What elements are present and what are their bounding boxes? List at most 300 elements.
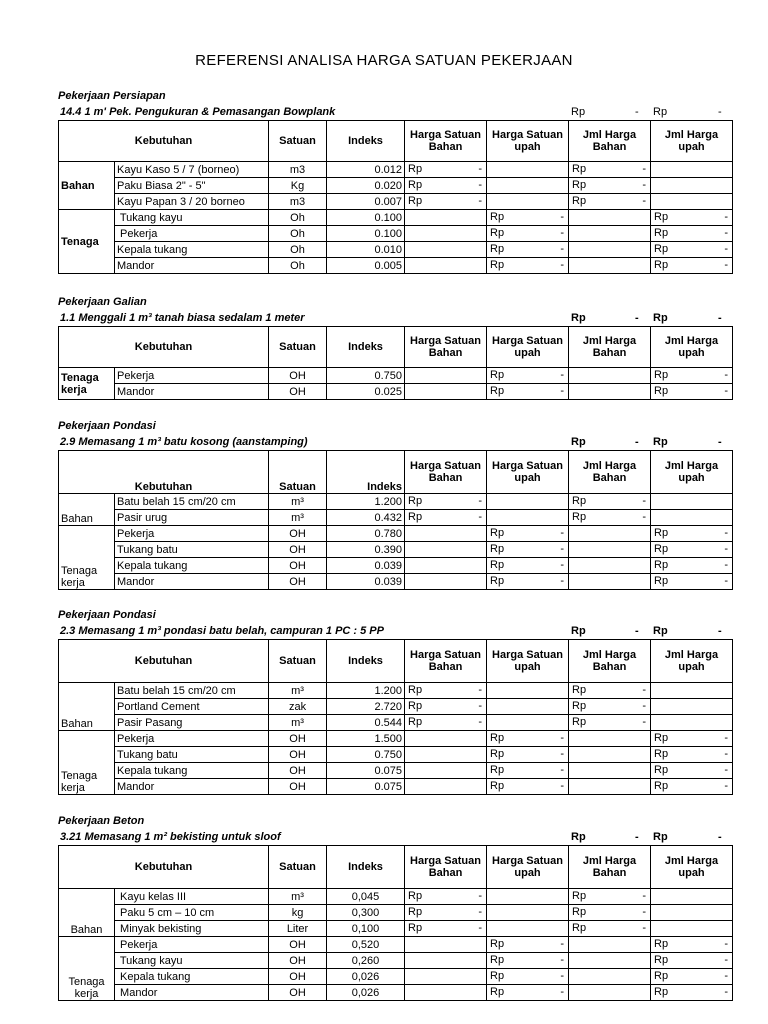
rp-cell — [405, 715, 487, 731]
rp-cell — [487, 384, 569, 400]
dash-value: - — [478, 195, 483, 207]
currency-label: Rp — [490, 259, 505, 271]
rp-cell — [569, 683, 651, 699]
dash-value: - — [724, 732, 729, 744]
dash-value: - — [560, 211, 565, 223]
category-heading: Pekerjaan Beton — [58, 815, 145, 827]
rp-cell — [569, 368, 651, 384]
table-row — [59, 574, 733, 590]
rp-cell — [569, 953, 651, 969]
group-label: Tenaga kerja — [59, 526, 115, 590]
dash-value: - — [642, 906, 647, 918]
unit-value: Oh — [269, 258, 327, 274]
rp-cell — [405, 763, 487, 779]
analysis-section — [58, 294, 728, 400]
unit-value: OH — [269, 937, 327, 953]
table-header-row — [59, 121, 733, 162]
rp-cell — [405, 510, 487, 526]
column-header-kebutuhan: Kebutuhan — [59, 121, 269, 162]
item-name: Minyak bekisting — [115, 921, 269, 937]
item-name: Mandor — [115, 985, 269, 1001]
rp-cell — [651, 731, 733, 747]
rp-cell — [487, 747, 569, 763]
rp-cell — [569, 194, 651, 210]
table-row — [59, 683, 733, 699]
currency-label: Rp — [408, 163, 423, 175]
rp-cell — [651, 162, 733, 178]
dash-value: - — [724, 243, 729, 255]
index-value: 0.020 — [327, 178, 405, 194]
dash-value: - — [478, 716, 483, 728]
dash-value: - — [642, 511, 647, 523]
dash-value: - — [642, 716, 647, 728]
index-value: 0.750 — [327, 747, 405, 763]
dash-value: - — [724, 764, 729, 776]
currency-label: Rp — [654, 385, 669, 397]
dash-value: - — [724, 748, 729, 760]
item-name: Pekerja — [115, 731, 269, 747]
dash-value: - — [642, 163, 647, 175]
item-name: Mandor — [115, 779, 269, 795]
column-header-hs-upah: Harga Satuan upah — [487, 846, 569, 889]
rp-cell — [651, 526, 733, 542]
dash-value: - — [560, 986, 565, 998]
dash-value: - — [718, 831, 722, 843]
dash-value: - — [718, 312, 722, 324]
dash-value: - — [560, 259, 565, 271]
rp-cell — [487, 526, 569, 542]
currency-label: Rp — [571, 106, 586, 118]
column-header-jml-bahan: Jml Harga Bahan — [569, 121, 651, 162]
rp-cell — [405, 494, 487, 510]
dash-value: - — [560, 780, 565, 792]
dash-value: - — [635, 312, 639, 324]
group-label: Tenaga kerja — [59, 937, 115, 1001]
index-value: 0.432 — [327, 510, 405, 526]
currency-label: Rp — [653, 312, 668, 324]
currency-label: Rp — [572, 511, 587, 523]
rp-cell — [569, 162, 651, 178]
rp-cell — [651, 889, 733, 905]
rp-cell — [405, 258, 487, 274]
table-row — [59, 731, 733, 747]
item-name: Pekerja — [115, 368, 269, 384]
dash-value: - — [718, 106, 722, 118]
index-value: 0.039 — [327, 558, 405, 574]
rp-cell — [651, 368, 733, 384]
rp-cell — [487, 178, 569, 194]
index-value: 0,026 — [327, 985, 405, 1001]
dash-value: - — [642, 890, 647, 902]
currency-label: Rp — [654, 986, 669, 998]
rp-cell — [487, 226, 569, 242]
table-row — [59, 178, 733, 194]
group-label: Bahan — [59, 683, 115, 731]
unit-value: m³ — [269, 715, 327, 731]
rp-cell — [569, 921, 651, 937]
unit-value: Liter — [269, 921, 327, 937]
column-header-hs-bahan: Harga Satuan Bahan — [405, 640, 487, 683]
column-header-hs-bahan: Harga Satuan Bahan — [405, 121, 487, 162]
dash-value: - — [478, 511, 483, 523]
rp-cell — [651, 384, 733, 400]
dash-value: - — [724, 559, 729, 571]
rp-cell — [405, 242, 487, 258]
currency-label: Rp — [654, 780, 669, 792]
currency-label: Rp — [572, 922, 587, 934]
rp-cell — [569, 779, 651, 795]
rp-cell — [651, 747, 733, 763]
currency-label: Rp — [408, 716, 423, 728]
rp-cell — [405, 194, 487, 210]
task-title: 3.21 Memasang 1 m² bekisting untuk sloof — [60, 831, 281, 843]
dash-value: - — [642, 684, 647, 696]
table-row — [59, 985, 733, 1001]
currency-label: Rp — [490, 986, 505, 998]
table-row — [59, 558, 733, 574]
index-value: 0.039 — [327, 574, 405, 590]
currency-label: Rp — [654, 732, 669, 744]
unit-value: m³ — [269, 683, 327, 699]
dash-value: - — [724, 986, 729, 998]
rp-cell — [569, 985, 651, 1001]
rp-cell — [569, 542, 651, 558]
dash-value: - — [560, 227, 565, 239]
column-header-satuan: Satuan — [269, 327, 327, 368]
item-name: Kayu kelas III — [115, 889, 269, 905]
item-name: Pekerja — [115, 526, 269, 542]
index-value: 0.075 — [327, 779, 405, 795]
group-label: Tenaga kerja — [59, 731, 115, 795]
item-name: Kepala tukang — [115, 242, 269, 258]
column-header-jml-upah: Jml Harga upah — [651, 846, 733, 889]
item-name: Pasir Pasang — [115, 715, 269, 731]
currency-label: Rp — [572, 716, 587, 728]
rp-cell — [569, 526, 651, 542]
currency-label: Rp — [490, 575, 505, 587]
dash-value: - — [560, 385, 565, 397]
rp-cell — [405, 162, 487, 178]
table-row — [59, 226, 733, 242]
rp-cell — [405, 683, 487, 699]
index-value: 0,100 — [327, 921, 405, 937]
analysis-table — [58, 639, 733, 795]
table-row — [59, 194, 733, 210]
rp-cell — [487, 558, 569, 574]
unit-value: OH — [269, 763, 327, 779]
category-heading: Pekerjaan Galian — [58, 296, 147, 308]
rp-cell — [651, 905, 733, 921]
column-header-kebutuhan: Kebutuhan — [59, 451, 269, 494]
unit-value: m³ — [269, 889, 327, 905]
index-value: 0.750 — [327, 368, 405, 384]
currency-label: Rp — [490, 732, 505, 744]
column-header-indeks: Indeks — [327, 121, 405, 162]
currency-label: Rp — [408, 922, 423, 934]
rp-cell — [569, 494, 651, 510]
currency-label: Rp — [490, 385, 505, 397]
unit-value: OH — [269, 526, 327, 542]
rp-cell — [487, 368, 569, 384]
currency-label: Rp — [654, 748, 669, 760]
rp-cell — [405, 731, 487, 747]
dash-value: - — [560, 575, 565, 587]
rp-cell — [487, 194, 569, 210]
table-row — [59, 699, 733, 715]
column-header-jml-upah: Jml Harga upah — [651, 640, 733, 683]
column-header-jml-bahan: Jml Harga Bahan — [569, 640, 651, 683]
unit-value: Kg — [269, 178, 327, 194]
group-label: Bahan — [59, 889, 115, 937]
dash-value: - — [724, 938, 729, 950]
currency-label: Rp — [572, 495, 587, 507]
item-name: Mandor — [115, 384, 269, 400]
item-name: Kepala tukang — [115, 763, 269, 779]
index-value: 0,520 — [327, 937, 405, 953]
column-header-hs-bahan: Harga Satuan Bahan — [405, 327, 487, 368]
dash-value: - — [642, 922, 647, 934]
table-row — [59, 747, 733, 763]
rp-cell — [651, 178, 733, 194]
rp-cell — [405, 574, 487, 590]
group-label: Tenaga kerja — [59, 368, 115, 400]
rp-cell — [651, 194, 733, 210]
rp-cell — [405, 558, 487, 574]
table-header-row — [59, 451, 733, 494]
rp-cell — [569, 889, 651, 905]
rp-cell — [487, 985, 569, 1001]
column-header-indeks: Indeks — [327, 327, 405, 368]
rp-cell — [487, 162, 569, 178]
group-label: Tenaga — [59, 210, 115, 274]
rp-cell — [651, 779, 733, 795]
currency-label: Rp — [572, 179, 587, 191]
currency-label: Rp — [572, 195, 587, 207]
column-header-hs-upah: Harga Satuan upah — [487, 640, 569, 683]
rp-cell — [487, 683, 569, 699]
analysis-section — [58, 418, 728, 590]
dash-value: - — [560, 527, 565, 539]
rp-cell — [569, 258, 651, 274]
dash-value: - — [635, 106, 639, 118]
dash-value: - — [724, 259, 729, 271]
rp-cell — [405, 905, 487, 921]
currency-label: Rp — [408, 890, 423, 902]
table-header-row — [59, 327, 733, 368]
dash-value: - — [724, 780, 729, 792]
index-value: 0.780 — [327, 526, 405, 542]
rp-cell — [651, 558, 733, 574]
unit-value: OH — [269, 953, 327, 969]
dash-value: - — [724, 227, 729, 239]
rp-cell — [651, 763, 733, 779]
currency-label: Rp — [490, 227, 505, 239]
rp-cell — [405, 779, 487, 795]
unit-value: OH — [269, 384, 327, 400]
rp-cell — [569, 210, 651, 226]
dash-value: - — [478, 700, 483, 712]
rp-cell — [487, 953, 569, 969]
task-title: 2.3 Memasang 1 m³ pondasi batu belah, campuran 1 PC : 5 PP — [60, 625, 384, 637]
item-name: Mandor — [115, 258, 269, 274]
table-row — [59, 779, 733, 795]
dash-value: - — [560, 369, 565, 381]
analysis-section — [58, 88, 728, 274]
rp-cell — [651, 953, 733, 969]
dash-value: - — [478, 922, 483, 934]
index-value: 0.005 — [327, 258, 405, 274]
group-label: Bahan — [59, 162, 115, 210]
currency-label: Rp — [654, 543, 669, 555]
dash-value: - — [478, 890, 483, 902]
index-value: 0.012 — [327, 162, 405, 178]
rp-cell — [487, 242, 569, 258]
column-header-satuan: Satuan — [269, 121, 327, 162]
column-header-satuan: Satuan — [269, 640, 327, 683]
item-name: Batu belah 15 cm/20 cm — [115, 683, 269, 699]
column-header-kebutuhan: Kebutuhan — [59, 846, 269, 889]
unit-value: kg — [269, 905, 327, 921]
rp-cell — [487, 779, 569, 795]
rp-cell — [651, 985, 733, 1001]
task-title: 1.1 Menggali 1 m³ tanah biasa sedalam 1 meter — [60, 312, 305, 324]
index-value: 0.100 — [327, 210, 405, 226]
dash-value: - — [642, 495, 647, 507]
column-header-hs-upah: Harga Satuan upah — [487, 327, 569, 368]
dash-value: - — [718, 436, 722, 448]
rp-cell — [651, 683, 733, 699]
rp-cell — [487, 542, 569, 558]
rp-cell — [405, 384, 487, 400]
currency-label: Rp — [408, 906, 423, 918]
dash-value: - — [724, 385, 729, 397]
currency-label: Rp — [654, 764, 669, 776]
rp-cell — [405, 699, 487, 715]
rp-cell — [487, 889, 569, 905]
dash-value: - — [635, 625, 639, 637]
currency-label: Rp — [654, 954, 669, 966]
currency-label: Rp — [571, 831, 586, 843]
index-value: 0,045 — [327, 889, 405, 905]
rp-cell — [405, 747, 487, 763]
rp-cell — [569, 699, 651, 715]
rp-cell — [651, 699, 733, 715]
item-name: Tukang batu — [115, 542, 269, 558]
currency-label: Rp — [490, 243, 505, 255]
currency-label: Rp — [572, 684, 587, 696]
rp-cell — [569, 763, 651, 779]
unit-value: m³ — [269, 494, 327, 510]
rp-cell — [487, 731, 569, 747]
rp-cell — [405, 226, 487, 242]
table-row — [59, 242, 733, 258]
currency-label: Rp — [654, 527, 669, 539]
dash-value: - — [724, 575, 729, 587]
table-row — [59, 210, 733, 226]
index-value: 0.025 — [327, 384, 405, 400]
table-header-row — [59, 640, 733, 683]
rp-cell — [487, 715, 569, 731]
rp-cell — [651, 258, 733, 274]
currency-label: Rp — [654, 559, 669, 571]
table-row — [59, 542, 733, 558]
dash-value: - — [560, 559, 565, 571]
table-row — [59, 510, 733, 526]
dash-value: - — [560, 764, 565, 776]
dash-value: - — [478, 163, 483, 175]
currency-label: Rp — [490, 559, 505, 571]
column-header-jml-bahan: Jml Harga Bahan — [569, 846, 651, 889]
index-value: 0.544 — [327, 715, 405, 731]
currency-label: Rp — [490, 748, 505, 760]
currency-label: Rp — [571, 625, 586, 637]
rp-cell — [405, 368, 487, 384]
currency-label: Rp — [572, 890, 587, 902]
rp-cell — [651, 542, 733, 558]
rp-cell — [569, 731, 651, 747]
table-row — [59, 258, 733, 274]
unit-value: OH — [269, 969, 327, 985]
currency-label: Rp — [654, 938, 669, 950]
item-name: Kayu Kaso 5 / 7 (borneo) — [115, 162, 269, 178]
rp-cell — [651, 574, 733, 590]
category-heading: Pekerjaan Pondasi — [58, 420, 156, 432]
currency-label: Rp — [653, 436, 668, 448]
dash-value: - — [635, 831, 639, 843]
dash-value: - — [724, 970, 729, 982]
currency-label: Rp — [654, 227, 669, 239]
rp-cell — [405, 178, 487, 194]
dash-value: - — [642, 179, 647, 191]
column-header-satuan: Satuan — [269, 451, 327, 494]
index-value: 0.100 — [327, 226, 405, 242]
column-header-satuan: Satuan — [269, 846, 327, 889]
currency-label: Rp — [490, 543, 505, 555]
column-header-jml-bahan: Jml Harga Bahan — [569, 451, 651, 494]
currency-label: Rp — [490, 780, 505, 792]
unit-value: OH — [269, 731, 327, 747]
index-value: 1.200 — [327, 494, 405, 510]
index-value: 0,260 — [327, 953, 405, 969]
currency-label: Rp — [408, 495, 423, 507]
column-header-jml-upah: Jml Harga upah — [651, 327, 733, 368]
table-row — [59, 953, 733, 969]
rp-cell — [569, 574, 651, 590]
table-row — [59, 715, 733, 731]
dash-value: - — [724, 527, 729, 539]
rp-cell — [569, 178, 651, 194]
unit-value: m³ — [269, 510, 327, 526]
rp-cell — [487, 574, 569, 590]
currency-label: Rp — [654, 259, 669, 271]
unit-value: OH — [269, 779, 327, 795]
column-header-hs-upah: Harga Satuan upah — [487, 121, 569, 162]
currency-label: Rp — [408, 511, 423, 523]
rp-cell — [569, 226, 651, 242]
column-header-hs-bahan: Harga Satuan Bahan — [405, 846, 487, 889]
task-heading — [58, 623, 728, 639]
dash-value: - — [560, 243, 565, 255]
rp-cell — [651, 494, 733, 510]
analysis-section — [58, 813, 728, 1001]
dash-value: - — [478, 495, 483, 507]
rp-cell — [405, 969, 487, 985]
dash-value: - — [478, 684, 483, 696]
rp-cell — [651, 226, 733, 242]
rp-cell — [487, 510, 569, 526]
currency-label: Rp — [490, 938, 505, 950]
unit-value: m3 — [269, 194, 327, 210]
